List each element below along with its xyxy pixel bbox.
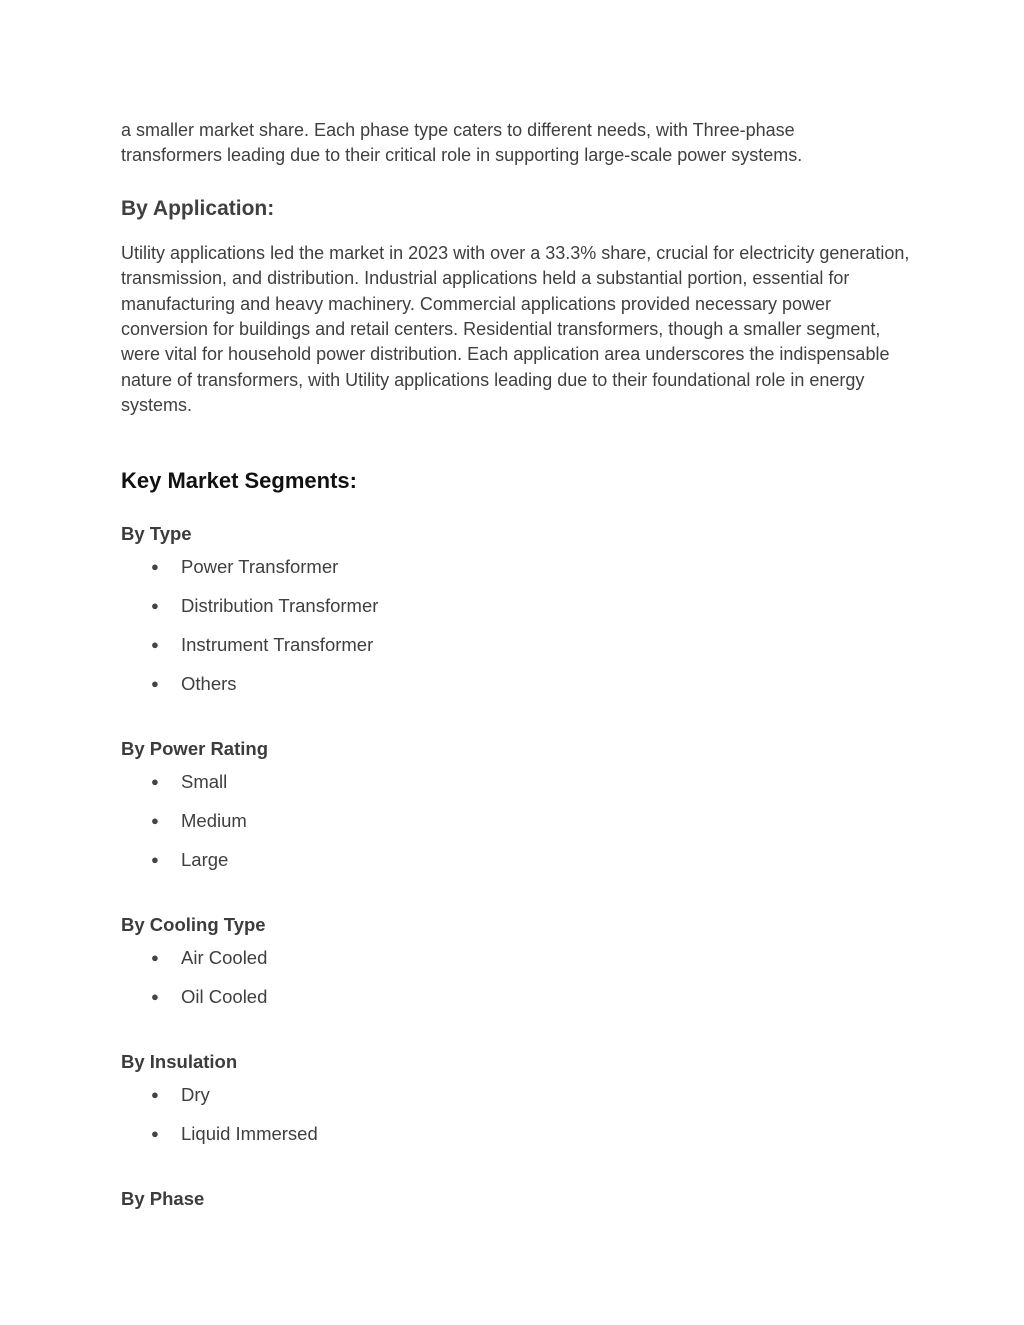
bullet-icon: ● — [151, 851, 159, 867]
list-item-label: Small — [181, 770, 228, 792]
list-item — [121, 634, 911, 673]
list-item-label: Medium — [181, 809, 247, 831]
list-item-label: Others — [181, 672, 237, 694]
list-item — [121, 810, 911, 849]
segment-group-title: By Type — [121, 522, 192, 544]
segment-group-title: By Power Rating — [121, 737, 268, 759]
segment-list — [121, 771, 911, 888]
segment-group-title: By Cooling Type — [121, 913, 266, 935]
list-item-label: Dry — [181, 1083, 210, 1105]
bullet-icon: ● — [151, 558, 159, 574]
bullet-icon: ● — [151, 988, 159, 1004]
list-item — [121, 1084, 911, 1123]
list-item-label: Power Transformer — [181, 555, 339, 577]
list-item — [121, 771, 911, 810]
list-item-label: Instrument Transformer — [181, 633, 374, 655]
bullet-icon: ● — [151, 636, 159, 652]
bullet-icon: ● — [151, 1125, 159, 1141]
list-item — [121, 849, 911, 888]
application-heading: By Application: — [121, 196, 275, 220]
list-item — [121, 947, 911, 986]
segments-container — [121, 523, 911, 1210]
list-item — [121, 986, 911, 1025]
bullet-icon: ● — [151, 949, 159, 965]
list-item-label: Distribution Transformer — [181, 594, 379, 616]
list-item-label: Large — [181, 848, 229, 870]
document-page — [121, 118, 911, 1210]
bullet-icon: ● — [151, 1086, 159, 1102]
list-item — [121, 595, 911, 634]
segment-group-title: By Phase — [121, 1187, 205, 1209]
segment-list — [121, 1084, 911, 1162]
bullet-icon: ● — [151, 773, 159, 789]
list-item — [121, 673, 911, 712]
application-paragraph: Utility applications led the market in 2023 with over a 33.3% share, crucial for electricity generation, transmission, and distribution. Industrial applications held a substantial portion, essential for manufacturing and heavy machinery. Commercial applications provided necessary power conversion for buildings and retail centers. Residential transformers, though a smaller segment, were vital for household power distribution. Each application area underscores the indispensable nature of transformers, with Utility applications leading due to their foundational role in energy systems. — [121, 242, 910, 416]
bullet-icon: ● — [151, 675, 159, 691]
segment-group-title: By Insulation — [121, 1050, 238, 1072]
list-item-label: Air Cooled — [181, 946, 268, 968]
list-item-label: Oil Cooled — [181, 985, 268, 1007]
list-item — [121, 556, 911, 595]
list-item — [121, 1123, 911, 1162]
bullet-icon: ● — [151, 812, 159, 828]
list-item-label: Liquid Immersed — [181, 1122, 318, 1144]
intro-paragraph: a smaller market share. Each phase type caters to different needs, with Three-phase transformers leading due to their critical role in supporting large-scale power systems. — [121, 120, 803, 166]
segment-list — [121, 556, 911, 712]
segment-list — [121, 947, 911, 1025]
key-market-segments-heading: Key Market Segments: — [121, 467, 357, 493]
bullet-icon: ● — [151, 597, 159, 613]
